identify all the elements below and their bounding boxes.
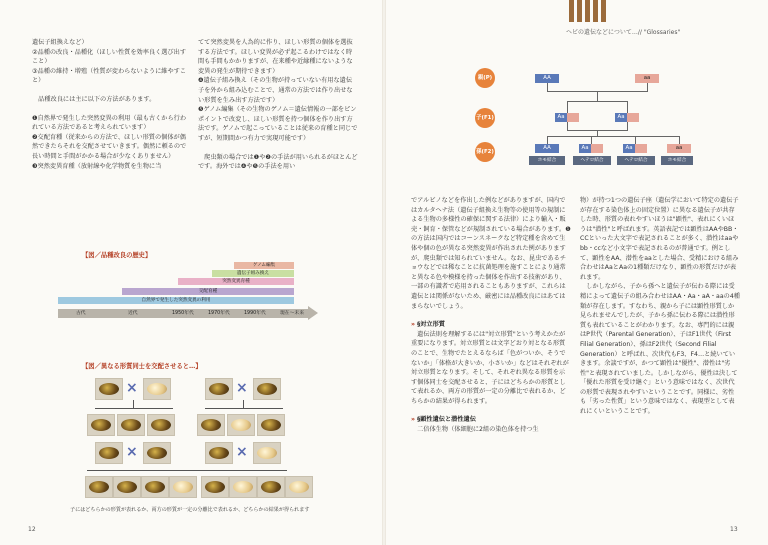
cross-icon: × xyxy=(236,380,248,396)
snake-photo xyxy=(285,476,313,498)
f2-label: ホモ結合 xyxy=(661,156,693,165)
left-column-2 xyxy=(198,38,358,172)
f2-label: ヘテロ結合 xyxy=(617,156,655,165)
figure-2-caption: 【図／異なる形質同士を交配させると…】 xyxy=(82,363,202,370)
snake-photo xyxy=(85,476,113,498)
crossing-figure xyxy=(85,370,315,500)
generation-f1-badge: 子(F1) xyxy=(475,108,495,128)
f1-allele: Aa xyxy=(615,113,627,122)
snake-photo xyxy=(95,378,123,400)
right-column-1 xyxy=(411,196,571,435)
f2-genotype xyxy=(591,144,603,153)
snake-photo xyxy=(143,378,171,400)
paragraph: 爬虫類の場合では❶や❷の手法が用いられるがほとんどです。海外では❹や❺の手法を用い xyxy=(198,153,358,171)
connector xyxy=(95,408,173,409)
paragraph: 遺伝子組換えなど） xyxy=(32,39,88,46)
cross-icon: × xyxy=(126,380,138,396)
left-column-1 xyxy=(32,38,190,171)
tick-label: 古代 xyxy=(76,311,86,316)
cross-icon: × xyxy=(236,444,248,460)
paragraph: 二倍体生物（体細胞に2組の染色体を持つ生 xyxy=(411,426,539,434)
timeline-arrow-icon xyxy=(308,306,318,320)
snake-photo xyxy=(257,414,285,436)
paragraph: ②品種の改良・品種化（ほしい性質を効率良く選び出すこと） xyxy=(32,48,187,66)
cross-icon: × xyxy=(126,444,138,460)
paragraph: てて突然変異を人為的に作り、ほしい形質の個体を選抜する方法です。ほしい変異が必ず起こるわけではなく時間も手間もかかりますが、在来種や近縁種にないような変異の発生が期待できます） xyxy=(198,39,353,75)
snake-photo xyxy=(229,476,257,498)
genetics-diagram xyxy=(463,68,693,178)
connector xyxy=(133,400,134,408)
snake-photo xyxy=(227,414,255,436)
tick-label: 1970年代 xyxy=(208,311,230,316)
tick-label: 1950年代 xyxy=(172,311,194,316)
page-number-right: 13 xyxy=(730,526,738,533)
paragraph: 物）が持つ1つの遺伝子座（遺伝学において特定の遺伝子が存在する染色体上の固定位置）に異なる遺伝子が共存した時、形質の表れやすいほうは"顕性"、表れにくいほうは"潜性"と呼ばれます。英語表記では顕性はAAやBB・CCといった大文字で表記されることが多く、潜性はaaやbb・ccなど小文字で表記されるのが普通です。例として、顕性をAA、潜性をaaとした場合、受精における組み合わせはAaとAaの1種類だけなり、顕性の形質だけが表れます。 xyxy=(580,197,739,281)
f1-allele: Aa xyxy=(555,113,567,122)
band-genetic-recombination: 遺伝子組み換え xyxy=(212,270,294,277)
figure-1-caption: 【図／品種改良の歴史】 xyxy=(82,252,152,259)
snake-photo xyxy=(201,476,229,498)
paragraph: ❸突然変異育種（放射線や化学物質を生物に当 xyxy=(32,162,162,170)
snake-photo xyxy=(147,414,175,436)
snake-photo xyxy=(143,442,171,464)
snake-photo xyxy=(253,442,281,464)
page-number-left: 12 xyxy=(28,526,36,533)
band-mutation-breeding: 突然変異育種 xyxy=(178,278,294,285)
snake-photo xyxy=(205,442,233,464)
paragraph: でアルビノなどを作出した例などがありますが、国内ではカルタヘナ法（遺伝子組換え生物等の使用等の規制による生物の多様性の確保に関する法律）により輸入・販売・飼育・保管などが規制されている場合があります。❶の方法は国内ではコーンスネークなど特定種を含めて生体や個の色が異なる突然変異が作出された例がありますが、爬虫類では知られていません。なお、昆虫であるチョウなどでは稀なことに抗菌処理を施すことにより通常と異なる色や模様を持った個体を作出する技術があり、一部の有識者で応用されることもありますが、これらは遺伝とは関係がないため、厳密には品種改良にはあてはまらないでしょう。 xyxy=(411,197,571,310)
history-chart xyxy=(58,262,323,322)
section-heading-dominance: » §顕性遺伝と潜性遺伝 xyxy=(411,416,476,424)
f2-genotype: Aa xyxy=(579,144,591,153)
parent-recessive: aa xyxy=(635,74,659,83)
f2-genotype: aa xyxy=(667,144,691,153)
paragraph: ❹遺伝子組み換え（その生物が持っていない有用な遺伝子を外から組み込むことで、通常の方法では作り出せない形質を生み出す方法です） xyxy=(198,77,353,104)
snake-photo xyxy=(205,378,233,400)
tick-label: 1990年代 xyxy=(244,311,266,316)
header-stripes xyxy=(567,0,607,22)
band-cross-breeding: 交配育種 xyxy=(122,288,294,295)
paragraph: 遺伝法則を理解するには"対立形質"という考えかたが重要になります。対立形質とは文字どおり対となる形質のことで、生物でたとえるならば「色がついか、そうでないか」「体格が大きいか、小さいか」などはそれぞれが対立形質となります。そして、それぞれ異なる形質を示す個体同士を交配させると、子にはどちらかの形質として表れるか、両方の形質が一定の分離比で表れるか、どちらかの結果が得られます。 xyxy=(411,330,569,405)
snake-photo xyxy=(87,414,115,436)
paragraph: 品種改良には主に以下の方法があります。 xyxy=(32,95,156,103)
section-heading-alleles: » §対立形質 xyxy=(411,321,445,329)
snake-photo xyxy=(169,476,197,498)
f2-genotype: Aa xyxy=(623,144,635,153)
f1-allele xyxy=(627,113,639,122)
paragraph: ③品種の維持・増殖（性質が変わらないように維やすこと） xyxy=(32,67,187,85)
paragraph: ❶自然界で発生した突然変異の利用（最も古くから行われている方法であると考えられています） xyxy=(32,114,187,132)
snake-photo xyxy=(113,476,141,498)
snake-photo xyxy=(141,476,169,498)
connector xyxy=(87,470,287,471)
f2-label: ホモ結合 xyxy=(529,156,565,165)
parent-dominant: AA xyxy=(535,74,559,83)
f2-genotype xyxy=(635,144,647,153)
connector xyxy=(243,400,244,408)
paragraph: ❺ゲノム編集（その生物のゲノム＝遺伝情報の一部をピンポイントで改変し、ほしい形質を持つ個体を作り出す方法です。ゲノムで起こっていることは従来の育種と同じですが、短期間かつ有力で実現可能です） xyxy=(198,106,358,142)
snake-photo xyxy=(253,378,281,400)
figure-2-note: 子にはどちらかの形質が表れるか、両方の形質が一定の分離比で表れるか、どちらかの結果が得られます xyxy=(70,507,310,513)
section-mark-icon: » xyxy=(411,416,415,424)
tick-label: 現在～未来 xyxy=(280,311,304,316)
generation-p-badge: 親(P) xyxy=(475,68,495,88)
running-title: ヘビの遺伝などについて…// "Glossaries" xyxy=(566,29,681,36)
paragraph: しかしながら、子から孫へと遺伝子が伝わる際には受精によって遺伝子の組み合わせはAA・Aa・aA・aaの4種類が存在します。すなわち、親から子には顕性形質しか見られませんでしたが、子から孫に伝わる際には潜性形質も表れていることがわかります。なお、専門的には親はP世代（Parental Generation）、子はF1世代（First Filial Generation）、孫はF2世代（Second Filial Generation）と呼ばれ、次世代もF3、F4…と続いていきます。余談ですが、かつて顕性は"優性"、潜性は"劣性"と表現されていました。しかしながら、優性は決して「優れた形質を受け継ぐ」という意味ではなく、次世代の形質で表現されやすいということです。同様に、劣性も「劣った性質」という意味ではなく、表現型として表れにくいということです。 xyxy=(580,283,740,416)
f1-allele xyxy=(567,113,579,122)
right-column-2 xyxy=(580,196,740,417)
section-mark-icon: » xyxy=(411,321,415,329)
band-natural-mutation: 自然界で発生した突然変異の利用 xyxy=(58,297,294,304)
f2-label: ヘテロ結合 xyxy=(573,156,611,165)
timeline-bar xyxy=(58,309,308,318)
snake-photo xyxy=(197,414,225,436)
tick-label: 近代 xyxy=(128,311,138,316)
paragraph: ❷交配育種（従来からの方法で、ほしい形質の個体が偶然できたらそれを交配させていきます。偶然に頼るので長い時間と手間がかかる場合が少なくありません） xyxy=(32,133,187,160)
connector xyxy=(205,408,283,409)
band-genome-editing: ゲノム編集 xyxy=(234,262,294,269)
snake-photo xyxy=(117,414,145,436)
snake-photo xyxy=(257,476,285,498)
generation-f2-badge: 孫(F2) xyxy=(475,142,495,162)
snake-photo xyxy=(95,442,123,464)
f2-genotype: AA xyxy=(535,144,559,153)
